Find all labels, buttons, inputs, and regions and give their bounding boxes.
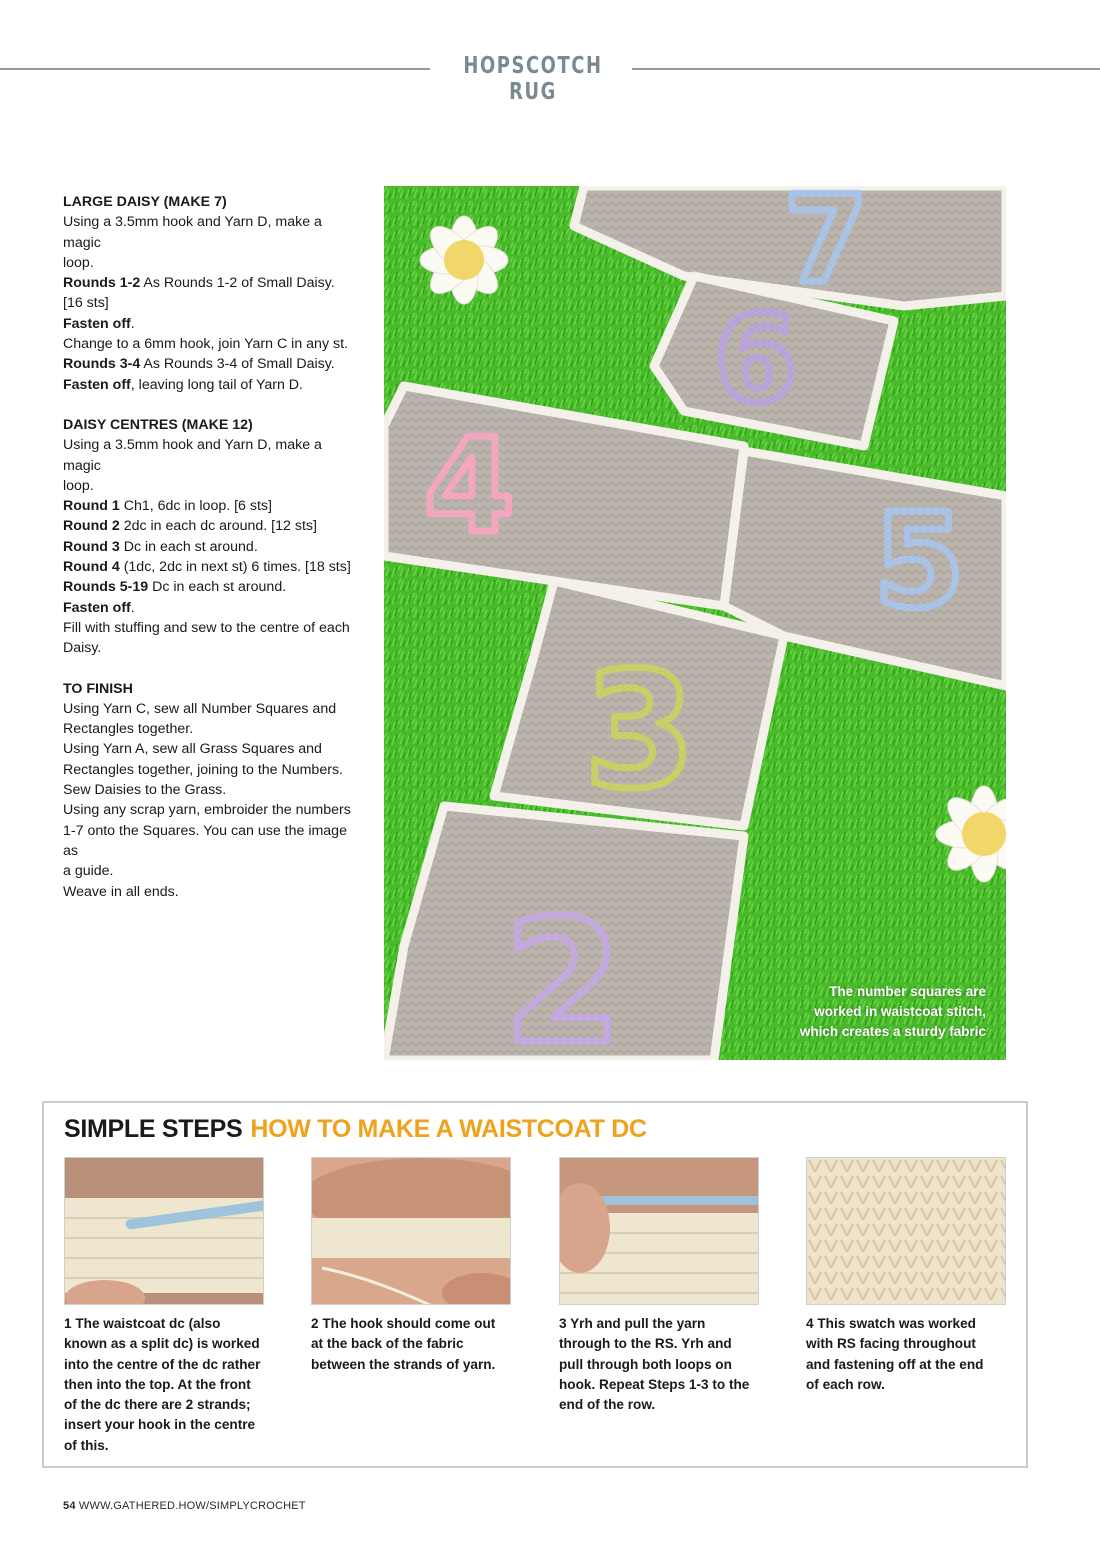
instruction-text: . bbox=[130, 599, 135, 616]
step-line-text: insert your hook in the centre bbox=[64, 1417, 256, 1433]
step-3 bbox=[559, 1157, 759, 1415]
step-line-text: The waistcoat dc (also bbox=[71, 1316, 221, 1331]
instruction-text: loop. bbox=[63, 254, 94, 271]
digit-4: 4 bbox=[424, 410, 515, 562]
section-title: DAISY CENTRES (MAKE 12) bbox=[63, 416, 253, 433]
step-4 bbox=[806, 1157, 1006, 1395]
daisy-top-left bbox=[420, 216, 508, 304]
step-line-text: known as a split dc) is worked bbox=[64, 1336, 260, 1352]
step-number: 1 bbox=[64, 1316, 72, 1331]
step-line-text: of each row. bbox=[806, 1376, 885, 1392]
step-line-text: then into the top. At the front bbox=[64, 1376, 251, 1392]
section-title: TO FINISH bbox=[63, 680, 133, 697]
instruction-line bbox=[63, 273, 363, 293]
instruction-line bbox=[63, 496, 363, 516]
instructions-column bbox=[63, 192, 363, 922]
step-text-line bbox=[806, 1334, 1006, 1354]
instruction-line bbox=[63, 699, 363, 719]
step-line-text: through to the RS. Yrh and bbox=[559, 1336, 732, 1352]
instruction-text: Ch1, 6dc in loop. [6 sts] bbox=[119, 498, 272, 515]
step-text-line bbox=[64, 1415, 264, 1435]
header-rule-left bbox=[0, 68, 430, 70]
instruction-line bbox=[63, 253, 363, 273]
instruction-text: Dc in each st around. bbox=[119, 538, 258, 555]
digit-5: 5 bbox=[874, 485, 965, 637]
instruction-text: Fill with stuffing and sew to the centre of each bbox=[63, 619, 350, 636]
step-text-line bbox=[64, 1436, 264, 1456]
step-4-photo bbox=[806, 1157, 1006, 1305]
hopscotch-rug-photo bbox=[384, 186, 1006, 1060]
instruction-text: 1-7 onto the Squares. You can use the image as bbox=[63, 822, 347, 859]
section-title: LARGE DAISY (MAKE 7) bbox=[63, 194, 227, 210]
step-text-line bbox=[806, 1314, 1006, 1334]
instruction-line bbox=[63, 314, 363, 334]
instruction-line bbox=[63, 719, 363, 739]
step-line-text: of the dc there are 2 strands; bbox=[64, 1397, 251, 1413]
instruction-line bbox=[63, 760, 363, 780]
instruction-label: Rounds 1-2 bbox=[63, 275, 141, 292]
caption-line: worked in waistcoat stitch, bbox=[814, 1004, 986, 1019]
step-text-line bbox=[806, 1375, 1006, 1395]
section-large-daisy bbox=[63, 192, 363, 395]
instruction-line bbox=[63, 354, 363, 374]
instruction-line bbox=[63, 882, 363, 902]
step-line-text: between the strands of yarn. bbox=[311, 1356, 496, 1372]
step-1 bbox=[64, 1157, 264, 1456]
step-2-photo bbox=[311, 1157, 511, 1305]
step-number: 2 bbox=[311, 1316, 319, 1331]
instruction-text: 2dc in each dc around. [12 sts] bbox=[119, 518, 317, 535]
instruction-line bbox=[63, 618, 363, 638]
step-photo-illustration bbox=[560, 1158, 759, 1305]
step-line-text: This swatch was worked bbox=[813, 1316, 976, 1331]
instruction-line bbox=[63, 821, 363, 862]
instruction-text: Dc in each st around. bbox=[148, 579, 287, 596]
instruction-text: a guide. bbox=[63, 863, 114, 880]
step-3-photo bbox=[559, 1157, 759, 1305]
step-1-text bbox=[64, 1314, 264, 1456]
step-photo-illustration bbox=[312, 1158, 511, 1305]
page-footer bbox=[63, 1500, 306, 1512]
step-text-line bbox=[64, 1314, 264, 1334]
step-text-line bbox=[64, 1334, 264, 1354]
digit-3: 3 bbox=[584, 637, 696, 824]
step-line-text: at the back of the fabric bbox=[311, 1336, 464, 1352]
instruction-line bbox=[63, 598, 363, 618]
step-line-text: end of the row. bbox=[559, 1397, 656, 1413]
digit-6: 6 bbox=[714, 291, 798, 430]
instruction-line bbox=[63, 293, 363, 313]
instruction-line bbox=[63, 537, 363, 557]
instruction-text: (1dc, 2dc in next st) 6 times. [18 sts] bbox=[119, 559, 351, 576]
step-text-line bbox=[64, 1375, 264, 1395]
step-1-photo bbox=[64, 1157, 264, 1305]
step-2-text bbox=[311, 1314, 511, 1375]
instruction-text: Daisy. bbox=[63, 640, 102, 657]
step-line-text: with RS facing throughout bbox=[806, 1336, 976, 1352]
section-lines bbox=[63, 435, 363, 658]
step-line-text: and fastening off at the end bbox=[806, 1356, 984, 1372]
instruction-line bbox=[63, 212, 363, 253]
footer-url: WWW.GATHERED.HOW/SIMPLYCROCHET bbox=[78, 1500, 306, 1512]
step-text-line bbox=[559, 1314, 759, 1334]
step-line-text: pull through both loops on bbox=[559, 1356, 732, 1372]
instruction-text: Using any scrap yarn, embroider the numbers bbox=[63, 802, 351, 819]
section-lines bbox=[63, 212, 363, 395]
instruction-line bbox=[63, 435, 363, 476]
instruction-line bbox=[63, 638, 363, 658]
instruction-label: Round 1 bbox=[63, 498, 120, 515]
instruction-text: . bbox=[130, 315, 135, 332]
instruction-line bbox=[63, 800, 363, 820]
step-line-text: The hook should come out bbox=[318, 1316, 496, 1331]
instruction-label: Fasten off bbox=[63, 599, 131, 616]
steps-heading-black: SIMPLE STEPS bbox=[64, 1115, 243, 1143]
step-3-text bbox=[559, 1314, 759, 1415]
instruction-label: Round 4 bbox=[63, 559, 120, 576]
step-line-text: of this. bbox=[64, 1437, 109, 1453]
instruction-text: , leaving long tail of Yarn D. bbox=[130, 376, 303, 393]
instruction-text: Sew Daisies to the Grass. bbox=[63, 782, 227, 799]
instruction-line bbox=[63, 861, 363, 881]
instruction-text: [16 sts] bbox=[63, 295, 109, 312]
step-line-text: Yrh and pull the yarn bbox=[566, 1316, 706, 1331]
step-text-line bbox=[559, 1355, 759, 1375]
section-daisy-centres bbox=[63, 415, 363, 659]
step-number: 3 bbox=[559, 1316, 567, 1331]
step-2 bbox=[311, 1157, 511, 1375]
section-lines bbox=[63, 699, 363, 902]
instruction-label: Fasten off bbox=[63, 315, 131, 332]
instruction-text: As Rounds 3-4 of Small Daisy. bbox=[140, 356, 335, 373]
step-text-line bbox=[64, 1355, 264, 1375]
instruction-text: Using Yarn A, sew all Grass Squares and bbox=[63, 741, 322, 758]
page-title: HOPSCOTCH RUG bbox=[463, 53, 603, 105]
instruction-line bbox=[63, 334, 363, 354]
step-text-line bbox=[806, 1355, 1006, 1375]
instruction-label: Round 2 bbox=[63, 518, 120, 535]
instruction-line bbox=[63, 375, 363, 395]
instruction-text: Using Yarn C, sew all Number Squares and bbox=[63, 700, 337, 717]
instruction-text: Rectangles together. bbox=[63, 721, 194, 738]
step-text-line bbox=[311, 1355, 511, 1375]
digit-7: 7 bbox=[784, 186, 868, 310]
instruction-text: Weave in all ends. bbox=[63, 883, 179, 900]
header-rule-right bbox=[632, 68, 1100, 70]
instruction-text: Using a 3.5mm hook and Yarn D, make a magic bbox=[63, 437, 322, 474]
step-line-text: hook. Repeat Steps 1-3 to the bbox=[559, 1376, 750, 1392]
digit-2: 2 bbox=[504, 884, 623, 1060]
step-text-line bbox=[311, 1334, 511, 1354]
step-number: 4 bbox=[806, 1316, 814, 1331]
instruction-text: Change to a 6mm hook, join Yarn C in any st. bbox=[63, 336, 348, 353]
instruction-line bbox=[63, 780, 363, 800]
instruction-line bbox=[63, 516, 363, 536]
steps-heading-orange: HOW TO MAKE A WAISTCOAT DC bbox=[250, 1115, 647, 1143]
step-photo-illustration bbox=[65, 1158, 264, 1305]
caption-line: which creates a sturdy fabric bbox=[799, 1024, 986, 1039]
instruction-line bbox=[63, 557, 363, 577]
instruction-text: As Rounds 1-2 of Small Daisy. bbox=[140, 275, 335, 292]
instruction-label: Rounds 3-4 bbox=[63, 356, 141, 373]
step-text-line bbox=[559, 1334, 759, 1354]
instruction-text: loop. bbox=[63, 477, 94, 494]
step-photo-illustration bbox=[807, 1158, 1006, 1305]
step-line-text: into the centre of the dc rather bbox=[64, 1356, 261, 1372]
step-4-text bbox=[806, 1314, 1006, 1395]
instruction-line bbox=[63, 476, 363, 496]
page-number: 54 bbox=[63, 1500, 76, 1512]
rug-illustration bbox=[384, 186, 1006, 1060]
section-to-finish bbox=[63, 679, 363, 902]
caption-line: The number squares are bbox=[829, 984, 986, 999]
step-text-line bbox=[559, 1375, 759, 1395]
instruction-label: Fasten off bbox=[63, 376, 131, 393]
step-text-line bbox=[64, 1395, 264, 1415]
step-text-line bbox=[559, 1395, 759, 1415]
simple-steps-heading bbox=[64, 1115, 647, 1144]
instruction-line bbox=[63, 577, 363, 597]
simple-steps-panel bbox=[42, 1101, 1028, 1468]
instruction-label: Round 3 bbox=[63, 538, 120, 555]
instruction-text: Using a 3.5mm hook and Yarn D, make a magic bbox=[63, 214, 322, 251]
instruction-label: Rounds 5-19 bbox=[63, 579, 149, 596]
instruction-text: Rectangles together, joining to the Numbers. bbox=[63, 761, 343, 778]
instruction-line bbox=[63, 739, 363, 759]
photo-caption bbox=[800, 982, 986, 1042]
step-text-line bbox=[311, 1314, 511, 1334]
